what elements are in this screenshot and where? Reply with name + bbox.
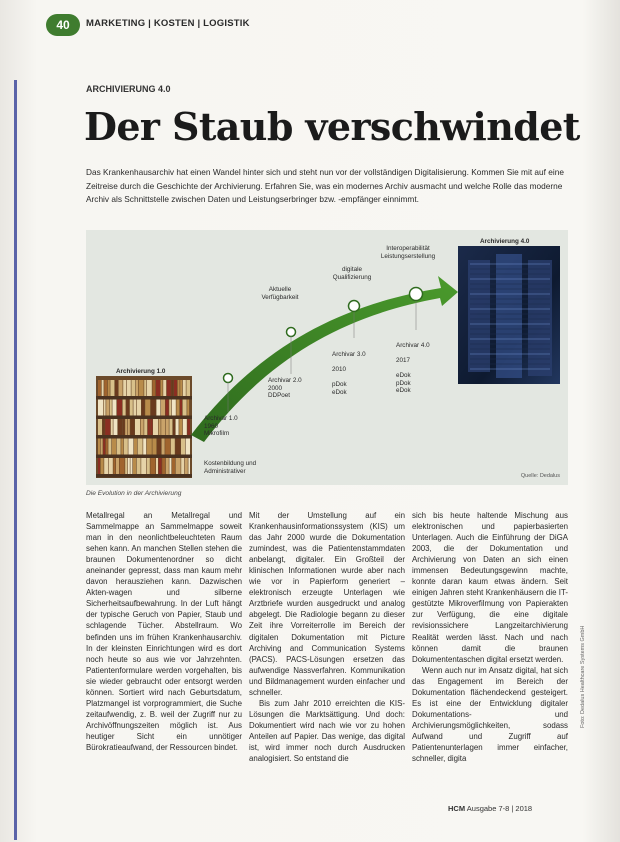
figure-credit: Quelle: Dedalus <box>520 473 560 479</box>
milestone-dot-1 <box>224 374 233 383</box>
section-header: MARKETING | KOSTEN | LOGISTIK <box>86 18 250 29</box>
page-footer <box>448 804 532 813</box>
page-spine-line <box>14 80 17 840</box>
article-column-3 <box>412 510 568 764</box>
evolution-figure <box>86 230 568 485</box>
milestone-2: Archivar 2.0 2000 DDPoet <box>268 377 302 400</box>
milestone-1: Archivar 1.0 1960 Mikrofilm <box>204 415 238 438</box>
feature-label-3: digitale Qualifizierung <box>332 266 372 281</box>
milestone-dot-4 <box>410 288 423 301</box>
paragraph: sich bis heute haltende Mischung aus elektronischen und papierbasierten Unterlagen. Auch die Einführung der DiGA 2003, die der Dokumentation und Archivierung von Daten an sich einen immensen Bedeutungsgewinn machte, konnte daran kaum etwas ändern. Seit einigen Jahren steht Krankenhäusern die IT-gestützte Mikroverfilmung von Papierakten zur Verfügung, die eine digitale revisionssichere Langzeitarchivierung Realität werden lässt. Nach und nach können damit die braunen Dokumententaschen digital ersetzt werden. <box>412 511 568 664</box>
stage-label-4: Archivierung 4.0 <box>480 238 530 245</box>
paragraph: Mit der Umstellung auf ein Krankenhausinformationssystem (KIS) um das Jahr 2000 wurde die Dokumentation zumindest, was die Patientenstammdaten anbelangt, digitaler. Ein Großteil der klinischen Informationen wurde aber nach wie vor in Papierform generiert – elektronisch erzeugte Unterlagen wie Arztbriefe wurden ausgedruckt und analog abgelegt. Die Radiologie begann zu dieser Zeit ihre Vorreiterrolle im Bereich der digitalen Dokumentation mit Picture Archiving and Communication Systems (PACS). PACS-Lösungen ersetzen das aufwendige Nassverfahren. Kommunikation und Bildmanagement wurden einfacher und schneller. <box>249 511 405 697</box>
article-kicker: ARCHIVIERUNG 4.0 <box>86 84 171 94</box>
page-number-badge: 40 <box>46 14 80 36</box>
stage-label-1: Archivierung 1.0 <box>116 368 166 375</box>
feature-label-1: Kostenbildung und Administrativer <box>204 460 257 475</box>
milestone-4: Archivar 4.0 2017 eDok pDok eDok <box>396 341 430 395</box>
feature-label-4: Interoperabilität Leistungserstellung <box>380 245 436 260</box>
paragraph: Bis zum Jahr 2010 erreichten die KIS-Lösungen die Marktsättigung. Und doch: Dokumentiert wird nach wie vor zu hohen Anteilen auf Papier. Das wenige, das digital ist, wird immer noch durch Ausdrucken analogisiert. So entstand die <box>249 698 405 764</box>
figure-caption: Die Evolution in der Archivierung <box>86 490 182 497</box>
feature-label-2: Aktuelle Verfügbarkeit <box>261 286 299 301</box>
paragraph: Metallregal an Metallregal und Sammelmappe an Sammelmappe soweit man in den neonlichtbeleuchteten Raum sehen kann. An manchen Stellen stehen die braunen Dokumentenordner so dicht aneinander gepresst, dass man kaum mehr davon herausziehen kann. Dazwischen Akten-wagen und silberne Sicherheitsaufbewahrung. In der Luft hängt der typische Geruch von Papier, Staub und schlagende Tücher. Abstellraum. Wo befinden uns im frühen Krankenhausarchiv. In der kleinsten Einrichtungen wird es dort noch heute so aus wie vor Jahrzehnten. Patientenformulare werden vorgehalten, bis sie wieder gebraucht oder entsorgt werden können. Sortiert wird nach Geburtsdatum, Platzmangel ist vorprogrammiert, die Suche zeitaufwendig, z. B. weil der Zugriff nur zu Archivöffnungszeiten möglich ist. Aus heutiger Sicht ein unnötiger Bürokratieaufwand, der Ressourcen bindet. <box>86 511 242 752</box>
server-room-photo <box>458 246 560 384</box>
article-column-1 <box>86 510 242 753</box>
publication-name: HCM <box>448 804 466 813</box>
article-title: Der Staub verschwindet <box>84 104 580 149</box>
article-column-2 <box>249 510 405 764</box>
article-lead: Das Krankenhausarchiv hat einen Wandel hinter sich und steht nun vor der vollständigen Digitalisierung. Kommen Sie mit auf eine Zeitreise durch die Geschichte der Archivierung. Erfahren Sie, was ein modernes Archiv ausmacht und welche Rolle das moderne Archiv als Schnittstelle zwischen Daten und Leistungserbringer bzw. -empfänger einnimmt. <box>86 167 564 204</box>
photo-credit: Foto: Dedalus Healthcare Systems GmbH <box>580 625 586 728</box>
milestone-dot-3 <box>349 301 360 312</box>
issue-info: Ausgabe 7-8 | 2018 <box>466 804 533 813</box>
milestone-dot-2 <box>287 328 296 337</box>
paragraph: Wenn auch nur im Ansatz digital, hat sich das Engagement im Bereich der Dokumentation flächendeckend gesteigert. Es ist eine der Entwicklung digitaler Dokumentations- und Archivierungsmöglichkeiten, sodass Aufwand und Zugriff auf Patientenunterlagen immer einfacher, schneller, digita <box>412 665 568 764</box>
bookshelf-photo <box>96 376 192 478</box>
milestone-3: Archivar 3.0 2010 pDok eDok <box>332 350 366 396</box>
